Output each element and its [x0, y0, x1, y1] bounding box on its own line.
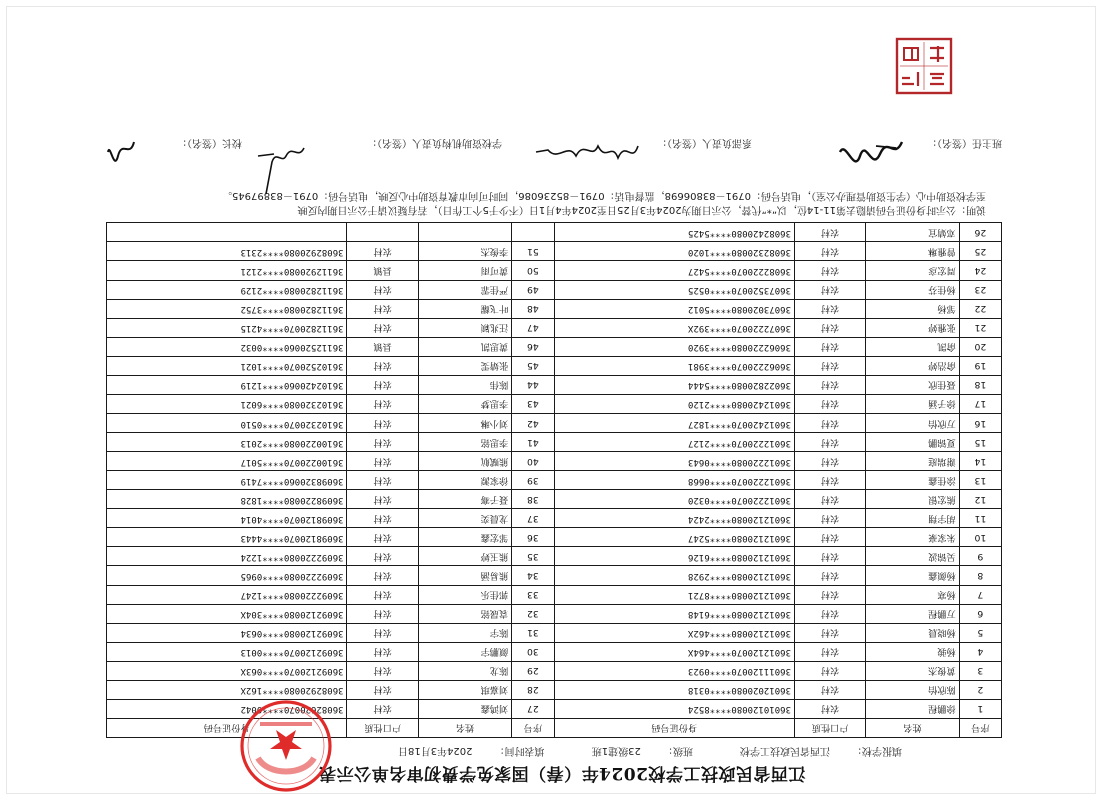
cell-id-number: 36092120070****0013 — [107, 642, 348, 661]
cell-residence: 农村 — [794, 452, 865, 471]
cell-id-number: 36100220080****2013 — [107, 433, 348, 452]
cell-name: 徐鹏程 — [866, 699, 960, 718]
table-row — [107, 528, 1002, 547]
cell-name: 杨颜鑫 — [866, 566, 960, 585]
cell-residence: 农村 — [347, 433, 418, 452]
cell-id-number: 36082920080****2313 — [107, 242, 348, 261]
cell-residence: 农村 — [347, 623, 418, 642]
cell-name: 聂佳欣 — [866, 375, 960, 394]
cell-name: 夏锦鹏 — [866, 433, 960, 452]
cell-name: 汪兆颖 — [418, 318, 512, 337]
cell-residence: 农村 — [794, 318, 865, 337]
school-field: 填报学校：江西省民政技工学校 — [740, 745, 902, 756]
cell-id-number: 36012220070****0320 — [554, 490, 794, 509]
principal-seal — [894, 36, 954, 96]
cell-id-number: 36098120070****4014 — [107, 509, 348, 528]
cell-name: 周宏彦 — [866, 261, 960, 280]
cell-name: 郭佳乐 — [418, 585, 512, 604]
cell-id-number: 36012420080****2120 — [554, 394, 794, 413]
cell-name: 曾雅琳 — [866, 242, 960, 261]
cell-id-number: 36112820080****3752 — [107, 299, 348, 318]
cell-number: 16 — [959, 414, 1001, 433]
cell-id-number: 36072220070****392X — [554, 318, 794, 337]
cell-number: 33 — [512, 585, 554, 604]
cell-name: 黄俊杰 — [866, 661, 960, 680]
cell-name: 邹杨 — [866, 299, 960, 318]
signature-row — [102, 120, 1002, 160]
cell-id-number: 36082420080****5425 — [554, 223, 794, 242]
cell-number: 2 — [959, 680, 1001, 699]
dept-head-signature — [532, 134, 642, 168]
column-header: 序号 — [959, 719, 1001, 738]
cell-number: 37 — [512, 509, 554, 528]
table-row — [107, 299, 1002, 318]
cell-number: 26 — [959, 223, 1001, 242]
cell-residence: 农村 — [794, 299, 865, 318]
cell-id-number: 36012120070****464X — [554, 642, 794, 661]
cell-number: 35 — [512, 547, 554, 566]
table-row — [107, 566, 1002, 585]
cell-name: 朱家豪 — [866, 528, 960, 547]
cell-id-number: 36092220080****1247 — [107, 585, 348, 604]
cell-number: 23 — [959, 280, 1001, 299]
cell-name: 徐家源 — [418, 471, 512, 490]
cell-id-number: 36022820080****5444 — [554, 375, 794, 394]
cell-id-number: 36098220080****1828 — [107, 490, 348, 509]
cell-id-number: 36073020080****5012 — [554, 299, 794, 318]
cell-name: 徐子涵 — [866, 394, 960, 413]
cell-name: 杨晓晨 — [866, 623, 960, 642]
cell-residence: 农村 — [794, 699, 865, 718]
cell-id-number: 36112820080****2129 — [107, 280, 348, 299]
document-title: 江西省民政技工学校2024年（春）国家免学费初审名单公示表 — [318, 763, 806, 783]
cell-number: 8 — [959, 566, 1001, 585]
cell-residence: 农村 — [794, 661, 865, 680]
cell-number: 28 — [512, 680, 554, 699]
table-row — [107, 490, 1002, 509]
cell-name: 刘鸿鑫 — [418, 699, 512, 718]
cell-id-number: 36082920080****162X — [107, 680, 348, 699]
cell-number: 4 — [959, 642, 1001, 661]
student-roster-table — [106, 222, 1002, 738]
cell-residence: 农村 — [794, 242, 865, 261]
cell-name: 邓婧宜 — [866, 223, 960, 242]
cell-id-number: 36012220080****0643 — [554, 452, 794, 471]
cell-id-number: 36112520060****0032 — [107, 337, 348, 356]
cell-name: 熊赋航 — [418, 452, 512, 471]
cell-name: 聂子骞 — [418, 490, 512, 509]
cell-residence: 农村 — [347, 604, 418, 623]
cell-residence: 农村 — [347, 280, 418, 299]
cell-id-number: 36012220070****2127 — [554, 433, 794, 452]
cell-id-number: 36098120070****4443 — [107, 528, 348, 547]
table-row — [107, 242, 1002, 261]
cell-residence: 农村 — [794, 223, 865, 242]
cell-name: 谢瑞庭 — [866, 452, 960, 471]
cell-name: 李思梦 — [418, 394, 512, 413]
cell-id-number: 36012120080****462X — [554, 623, 794, 642]
cell-number: 27 — [512, 699, 554, 718]
cell-id-number: 36112820070****4215 — [107, 318, 348, 337]
cell-name: 杨佳芬 — [866, 280, 960, 299]
table-row — [107, 623, 1002, 642]
cell-name: 刘嘉琪 — [418, 680, 512, 699]
cell-number: 50 — [512, 261, 554, 280]
column-header: 户口性质 — [794, 719, 865, 738]
cell-residence: 农村 — [347, 394, 418, 413]
table-row — [107, 375, 1002, 394]
cell-number: 48 — [512, 299, 554, 318]
table-row — [107, 585, 1002, 604]
cell-id-number: 36012120080****6126 — [554, 547, 794, 566]
cell-residence: 农村 — [794, 414, 865, 433]
table-row — [107, 452, 1002, 471]
cell-number: 32 — [512, 604, 554, 623]
cell-number: 45 — [512, 356, 554, 375]
cell-name: 吴锦波 — [866, 547, 960, 566]
cell-number: 47 — [512, 318, 554, 337]
cell-name: 熊宏银 — [866, 490, 960, 509]
date-field: 填表时间：2024年3月18日 — [397, 745, 545, 756]
cell-residence: 县镇 — [347, 261, 418, 280]
cell-residence: 农村 — [794, 623, 865, 642]
cell-residence: 农村 — [347, 318, 418, 337]
table-row — [107, 414, 1002, 433]
cell-number: 22 — [959, 299, 1001, 318]
cell-id-number: 36012220070****0668 — [554, 471, 794, 490]
cell-number: 41 — [512, 433, 554, 452]
cell-name: 张雅婷 — [866, 318, 960, 337]
cell-number: 39 — [512, 471, 554, 490]
table-row — [107, 223, 1002, 242]
table-row — [107, 394, 1002, 413]
cell-residence: 农村 — [794, 566, 865, 585]
cell-number: 15 — [959, 433, 1001, 452]
class-field: 班级：23级建1班 — [591, 745, 693, 756]
column-header: 序号 — [512, 719, 554, 738]
cell-name: 陈伟 — [418, 375, 512, 394]
cell-residence: 农村 — [347, 414, 418, 433]
table-row — [107, 642, 1002, 661]
cell-name: 黄可雨 — [418, 261, 512, 280]
cell-name: 黄思凯 — [418, 337, 512, 356]
cell-residence: 农村 — [347, 680, 418, 699]
cell-name: 陈宇 — [418, 623, 512, 642]
cell-name: 涂佳鑫 — [866, 471, 960, 490]
cell-residence: 农村 — [347, 661, 418, 680]
cell-name: 陈欣怡 — [866, 680, 960, 699]
cell-residence: 农村 — [794, 375, 865, 394]
cell-id-number: 36102520070****1021 — [107, 356, 348, 375]
cell-number: 7 — [959, 585, 1001, 604]
cell-name: 熊玉婷 — [418, 547, 512, 566]
cell-number: 14 — [959, 452, 1001, 471]
table-row — [107, 280, 1002, 299]
cell-id-number: 36092220080****0965 — [107, 566, 348, 585]
cell-number: 43 — [512, 394, 554, 413]
cell-name: 俞凯 — [866, 337, 960, 356]
cell-number: 10 — [959, 528, 1001, 547]
cell-number: 49 — [512, 280, 554, 299]
table-row — [107, 433, 1002, 452]
cell-name: 杨骏 — [866, 642, 960, 661]
cell-number — [512, 223, 554, 242]
cell-id-number: 36012020080****0318 — [554, 680, 794, 699]
cell-residence: 农村 — [347, 299, 418, 318]
cell-id-number: 36012120080****8721 — [554, 585, 794, 604]
cell-id-number: 36062220080****3920 — [554, 337, 794, 356]
cell-id-number: 36102320080****6021 — [107, 394, 348, 413]
table-row — [107, 337, 1002, 356]
cell-name: 陈龙 — [418, 661, 512, 680]
cell-number: 1 — [959, 699, 1001, 718]
table-row — [107, 318, 1002, 337]
cell-residence: 农村 — [794, 433, 865, 452]
cell-number: 36 — [512, 528, 554, 547]
cell-id-number: 36012120080****5247 — [554, 528, 794, 547]
cell-residence — [347, 223, 418, 242]
cell-number: 12 — [959, 490, 1001, 509]
column-header: 身份证号码 — [107, 719, 348, 738]
cell-residence: 农村 — [347, 356, 418, 375]
cell-id-number — [107, 223, 348, 242]
cell-residence: 农村 — [347, 242, 418, 261]
cell-residence: 农村 — [794, 280, 865, 299]
cell-id-number: 36012120080****2928 — [554, 566, 794, 585]
cell-number: 25 — [959, 242, 1001, 261]
cell-name: 刘小琳 — [418, 414, 512, 433]
cell-number: 17 — [959, 394, 1001, 413]
cell-name: 袁晟铭 — [418, 604, 512, 623]
cell-number: 51 — [512, 242, 554, 261]
table-row — [107, 509, 1002, 528]
cell-name: 龙晨奕 — [418, 509, 512, 528]
table-row — [107, 604, 1002, 623]
head-teacher-signature — [836, 132, 906, 166]
cell-id-number: 36102320070****0510 — [107, 414, 348, 433]
cell-id-number: 36082620070****0042 — [107, 699, 348, 718]
table-row — [107, 661, 1002, 680]
cell-residence: 农村 — [347, 547, 418, 566]
cell-id-number: 36010120080****8524 — [554, 699, 794, 718]
cell-number: 21 — [959, 318, 1001, 337]
column-header: 姓名 — [866, 719, 960, 738]
cell-residence: 农村 — [794, 528, 865, 547]
cell-number: 34 — [512, 566, 554, 585]
column-header: 户口性质 — [347, 719, 418, 738]
cell-id-number: 36100220070****5017 — [107, 452, 348, 471]
cell-number: 11 — [959, 509, 1001, 528]
cell-id-number: 36092220080****1224 — [107, 547, 348, 566]
cell-name: 杨寒 — [866, 585, 960, 604]
cell-number: 40 — [512, 452, 554, 471]
red-school-stamp — [238, 698, 334, 794]
cell-number: 5 — [959, 623, 1001, 642]
table-row — [107, 356, 1002, 375]
cell-residence: 农村 — [794, 337, 865, 356]
cell-residence: 农村 — [347, 642, 418, 661]
cell-id-number: 36012420070****1827 — [554, 414, 794, 433]
cell-name: 邹宏鑫 — [418, 528, 512, 547]
cell-residence: 农村 — [347, 566, 418, 585]
principal-label: 校长（签名）： — [177, 137, 242, 148]
cell-residence: 农村 — [794, 471, 865, 490]
cell-residence: 农村 — [794, 642, 865, 661]
cell-id-number: 36098320060****7419 — [107, 471, 348, 490]
cell-number: 6 — [959, 604, 1001, 623]
table-row — [107, 680, 1002, 699]
column-header: 身份证号码 — [554, 719, 794, 738]
cell-name — [418, 223, 512, 242]
cell-residence: 农村 — [794, 261, 865, 280]
cell-residence: 农村 — [794, 547, 865, 566]
cell-number: 18 — [959, 375, 1001, 394]
cell-residence: 农村 — [347, 375, 418, 394]
cell-id-number: 36012120080****6148 — [554, 604, 794, 623]
note-line: 至学校资助中心（学生资助管理办公室），电话号码：0791－83806698，监督电话：0791－85236086，同时可向市教育资助中心反映，电话号码：0791－83897945。 — [221, 190, 986, 201]
cell-number: 42 — [512, 414, 554, 433]
principal-signature — [104, 132, 140, 166]
cell-name: 李俊杰 — [418, 242, 512, 261]
cell-id-number: 36082320080****1020 — [554, 242, 794, 261]
cell-number: 9 — [959, 547, 1001, 566]
school-aid-head-signature — [252, 134, 312, 200]
cell-number: 30 — [512, 642, 554, 661]
cell-residence: 农村 — [347, 509, 418, 528]
cell-number: 24 — [959, 261, 1001, 280]
cell-number: 3 — [959, 661, 1001, 680]
cell-number: 13 — [959, 471, 1001, 490]
cell-residence: 农村 — [347, 490, 418, 509]
cell-residence: 农村 — [794, 585, 865, 604]
cell-name: 张婧雯 — [418, 356, 512, 375]
table-row — [107, 261, 1002, 280]
cell-number: 19 — [959, 356, 1001, 375]
cell-number: 44 — [512, 375, 554, 394]
cell-name: 熊易涵 — [418, 566, 512, 585]
cell-name: 俞浩婷 — [866, 356, 960, 375]
cell-number: 38 — [512, 490, 554, 509]
cell-name: 万鹏程 — [866, 604, 960, 623]
cell-residence: 农村 — [794, 356, 865, 375]
table-row — [107, 471, 1002, 490]
cell-residence: 农村 — [347, 528, 418, 547]
cell-id-number: 36062220070****3981 — [554, 356, 794, 375]
cell-number: 31 — [512, 623, 554, 642]
cell-name: 万欣怡 — [866, 414, 960, 433]
cell-residence: 农村 — [794, 490, 865, 509]
cell-id-number: 36012120080****2424 — [554, 509, 794, 528]
cell-id-number: 36011120070****0923 — [554, 661, 794, 680]
cell-residence: 县镇 — [347, 337, 418, 356]
note-line: 说明：公示时身份证号码请隐去第11-14位，以“*”代替，公示日期为2024年3月25日至2024年4月1日（不少于5个工作日），若有疑议请于公示日期内反映 — [297, 204, 986, 215]
school-aid-head-label: 学校资助机构负责人（签名）： — [367, 137, 502, 148]
cell-id-number: 36112920080****2121 — [107, 261, 348, 280]
cell-id-number: 36073520070****0525 — [554, 280, 794, 299]
cell-residence: 农村 — [347, 452, 418, 471]
cell-id-number: 36082220070****5427 — [554, 261, 794, 280]
cell-residence: 农村 — [794, 604, 865, 623]
cell-name: 严佳霏 — [418, 280, 512, 299]
head-teacher-label: 班主任（签名）： — [927, 137, 1002, 148]
cell-id-number: 36092120080****304X — [107, 604, 348, 623]
cell-residence: 农村 — [347, 585, 418, 604]
cell-number: 46 — [512, 337, 554, 356]
cell-id-number: 36092120070****063X — [107, 661, 348, 680]
table-row — [107, 547, 1002, 566]
cell-name: 叶飞耀 — [418, 299, 512, 318]
cell-number: 29 — [512, 661, 554, 680]
dept-head-label: 系部负责人（签名）： — [657, 137, 752, 148]
cell-name: 李思铭 — [418, 433, 512, 452]
cell-residence: 农村 — [794, 394, 865, 413]
cell-name: 颜鹏宇 — [418, 642, 512, 661]
column-header: 姓名 — [418, 719, 512, 738]
cell-residence: 农村 — [347, 699, 418, 718]
cell-residence: 农村 — [347, 471, 418, 490]
cell-id-number: 36092120080****0634 — [107, 623, 348, 642]
cell-id-number: 36102420060****1219 — [107, 375, 348, 394]
cell-residence: 农村 — [794, 680, 865, 699]
cell-residence: 农村 — [794, 509, 865, 528]
cell-name: 胡宇翔 — [866, 509, 960, 528]
cell-number: 20 — [959, 337, 1001, 356]
